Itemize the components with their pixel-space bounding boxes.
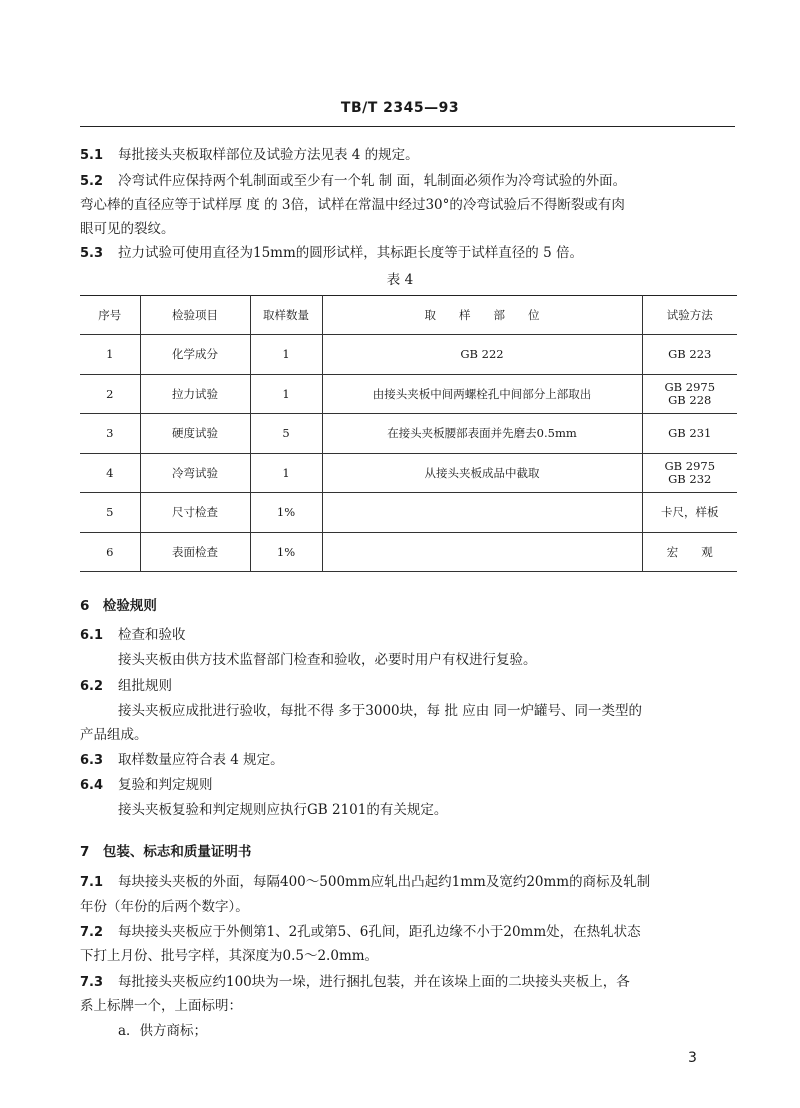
clause-number: 5.1 — [80, 148, 104, 163]
clause-5-2-line2: 弯心棒的直径应等于试样厚 度 的 3倍，试样在常温中经过30°的冷弯试验后不得断裂或有肉 — [80, 197, 625, 213]
clause-number: 6.4 — [80, 778, 104, 793]
cell-method — [642, 532, 737, 572]
clause-text: 取样数量应符合表 4 规定。 — [118, 752, 284, 768]
cell-no: 4 — [80, 453, 140, 493]
table-row — [80, 493, 737, 533]
section-6-heading: 6 检验规则 — [80, 598, 157, 614]
section-7-heading: 7 包装、标志和质量证明书 — [80, 844, 252, 860]
method-line: GB 228 — [668, 392, 712, 407]
cell-no: 6 — [80, 532, 140, 572]
clause-7-2-line1 — [80, 922, 641, 943]
clause-number: 6.3 — [80, 753, 104, 768]
cell-location: GB 222 — [322, 335, 642, 375]
clause-title: 组批规则 — [118, 678, 172, 694]
table-row — [80, 374, 737, 414]
clause-7-1-line1 — [80, 872, 650, 893]
cell-item: 硬度试验 — [140, 414, 250, 454]
cell-no: 1 — [80, 335, 140, 375]
clause-5-1 — [80, 145, 419, 166]
method-line: GB 232 — [668, 471, 712, 486]
clause-number: 5.2 — [80, 174, 104, 189]
clause-text: 拉力试验可使用直径为15mm的圆形试样，其标距长度等于试样直径的 5 倍。 — [118, 245, 583, 261]
cell-no: 3 — [80, 414, 140, 454]
table-header-row — [80, 296, 737, 335]
page-number: 3 — [688, 1050, 697, 1066]
clause-6-2-line2: 产品组成。 — [80, 727, 148, 743]
col-header-method: 试验方法 — [642, 296, 737, 335]
cell-qty: 1% — [250, 532, 322, 572]
inspection-table — [80, 295, 737, 572]
col-header-item: 检验项目 — [140, 296, 250, 335]
clause-number: 6.1 — [80, 628, 104, 643]
clause-number: 5.3 — [80, 246, 104, 261]
method-line: GB 2975 — [664, 379, 716, 394]
clause-number: 7.2 — [80, 925, 104, 940]
header-rule — [80, 126, 735, 127]
clause-6-2-title — [80, 676, 172, 697]
cell-qty: 5 — [250, 414, 322, 454]
clause-6-3 — [80, 750, 284, 771]
clause-7-3-line2: 系上标牌一个，上面标明： — [80, 998, 242, 1014]
clause-text: 每块接头夹板应于外侧第1、2孔或第5、6孔间，距孔边缘不小于20mm处，在热轧状态 — [118, 924, 641, 940]
table-title: 表 4 — [386, 272, 414, 288]
method-line: 宏 观 — [666, 544, 713, 559]
clause-text: 冷弯试件应保持两个轧制面或至少有一个轧 制 面，轧制面必须作为冷弯试验的外面。 — [118, 173, 627, 189]
clause-7-2-line2: 下打上月份、批号字样，其深度为0.5～2.0mm。 — [80, 948, 379, 964]
clause-number: 7.3 — [80, 975, 104, 990]
standard-code: TB/T 2345—93 — [340, 100, 460, 116]
method-line: GB 223 — [668, 347, 712, 362]
cell-location: 从接头夹板成品中截取 — [322, 453, 642, 493]
col-header-qty: 取样数量 — [250, 296, 322, 335]
cell-qty: 1% — [250, 493, 322, 533]
cell-item: 冷弯试验 — [140, 453, 250, 493]
cell-location — [322, 493, 642, 533]
cell-item: 表面检查 — [140, 532, 250, 572]
cell-item: 尺寸检查 — [140, 493, 250, 533]
table-row — [80, 532, 737, 572]
method-line: GB 231 — [668, 426, 712, 441]
cell-no: 2 — [80, 374, 140, 414]
clause-5-2-line1 — [80, 171, 626, 192]
cell-method — [642, 414, 737, 454]
cell-location: 在接头夹板腰部表面并先磨去0.5mm — [322, 414, 642, 454]
clause-7-3-line1 — [80, 972, 630, 993]
cell-location: 由接头夹板中间两螺栓孔中间部分上部取出 — [322, 374, 642, 414]
table-row — [80, 414, 737, 454]
clause-text: 每块接头夹板的外面，每隔400～500mm应轧出凸起约1mm及宽约20mm的商标及轧制 — [118, 874, 651, 890]
clause-title: 检查和验收 — [118, 627, 186, 643]
cell-qty: 1 — [250, 374, 322, 414]
method-line: 卡尺，样板 — [661, 505, 719, 520]
clause-6-2-line1: 接头夹板应成批进行验收，每批不得 多于3000块，每 批 应由 同一炉罐号、同一类型的 — [118, 703, 643, 719]
cell-no: 5 — [80, 493, 140, 533]
table-row — [80, 335, 737, 375]
clause-text: 每批接头夹板取样部位及试验方法见表 4 的规定。 — [118, 147, 419, 163]
clause-6-4-title — [80, 775, 213, 796]
clause-title: 复验和判定规则 — [118, 777, 213, 793]
cell-method — [642, 335, 737, 375]
col-header-location: 取 样 部 位 — [322, 296, 642, 335]
cell-method — [642, 453, 737, 493]
clause-text: 每批接头夹板应约100块为一垛，进行捆扎包装，并在该垛上面的二块接头夹板上，各 — [118, 974, 630, 990]
col-header-no: 序号 — [80, 296, 140, 335]
cell-item: 化学成分 — [140, 335, 250, 375]
clause-6-4-text: 接头夹板复验和判定规则应执行GB 2101的有关规定。 — [118, 802, 448, 818]
cell-location — [322, 532, 642, 572]
cell-method — [642, 374, 737, 414]
clause-7-1-line2: 年份（年份的后两个数字）。 — [80, 899, 249, 915]
list-item-a: a．供方商标； — [118, 1023, 208, 1039]
clause-6-1-text: 接头夹板由供方技术监督部门检查和验收，必要时用户有权进行复验。 — [118, 652, 537, 668]
clause-6-1-title — [80, 625, 186, 646]
clause-5-2-line3: 眼可见的裂纹。 — [80, 221, 175, 237]
cell-item: 拉力试验 — [140, 374, 250, 414]
method-line: GB 2975 — [664, 458, 716, 473]
clause-number: 7.1 — [80, 875, 104, 890]
cell-qty: 1 — [250, 335, 322, 375]
clause-number: 6.2 — [80, 679, 104, 694]
cell-qty: 1 — [250, 453, 322, 493]
table-row — [80, 453, 737, 493]
clause-5-3 — [80, 243, 583, 264]
cell-method — [642, 493, 737, 533]
